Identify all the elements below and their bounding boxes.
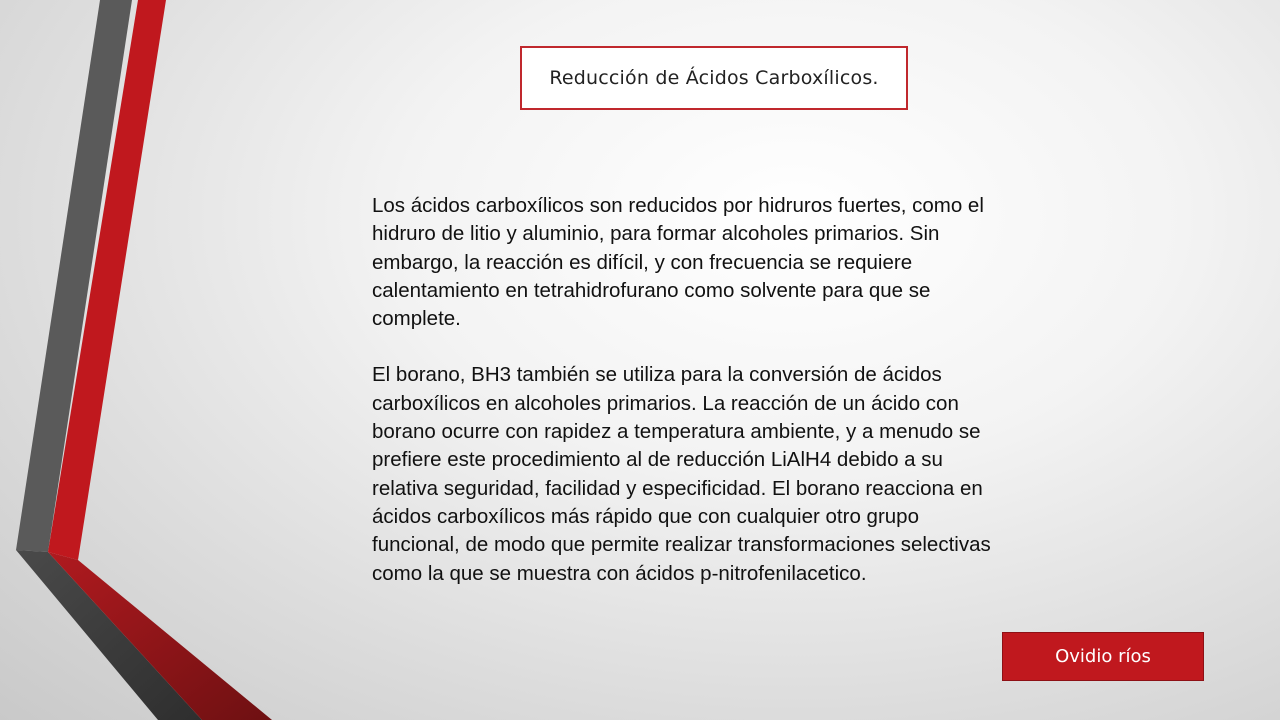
body-paragraph: Los ácidos carboxílicos son reducidos por hidruros fuertes, como el hidruro de litio y aluminio, para formar alcoholes primarios. Sin embargo, la reacción es difícil, y con frecuencia se requiere calentamiento en tetrahidrofurano como solvente para que se complete. bbox=[372, 194, 984, 331]
gray-stripe-lower bbox=[16, 550, 202, 720]
author-name: Ovidio ríos bbox=[1055, 646, 1151, 667]
author-badge bbox=[1002, 632, 1204, 681]
title-box bbox=[520, 46, 908, 110]
body-paragraph: El borano, BH3 también se utiliza para la conversión de ácidos carboxílicos en alcoholes primarios. La reacción de un ácido con borano ocurre con rapidez a temperatura ambiente, y a menudo se prefiere este procedimiento al de reducción LiAlH4 debido a su relativa seguridad, facilidad y especificidad. El borano reacciona en ácidos carboxílicos más rápido que con cualquier otro grupo funcional, de modo que permite realizar transformaciones selectivas como la que se muestra con ácidos p-nitrofenilacetico. bbox=[372, 363, 991, 585]
slide-body bbox=[372, 192, 1012, 588]
slide-title: Reducción de Ácidos Carboxílicos. bbox=[549, 67, 879, 89]
